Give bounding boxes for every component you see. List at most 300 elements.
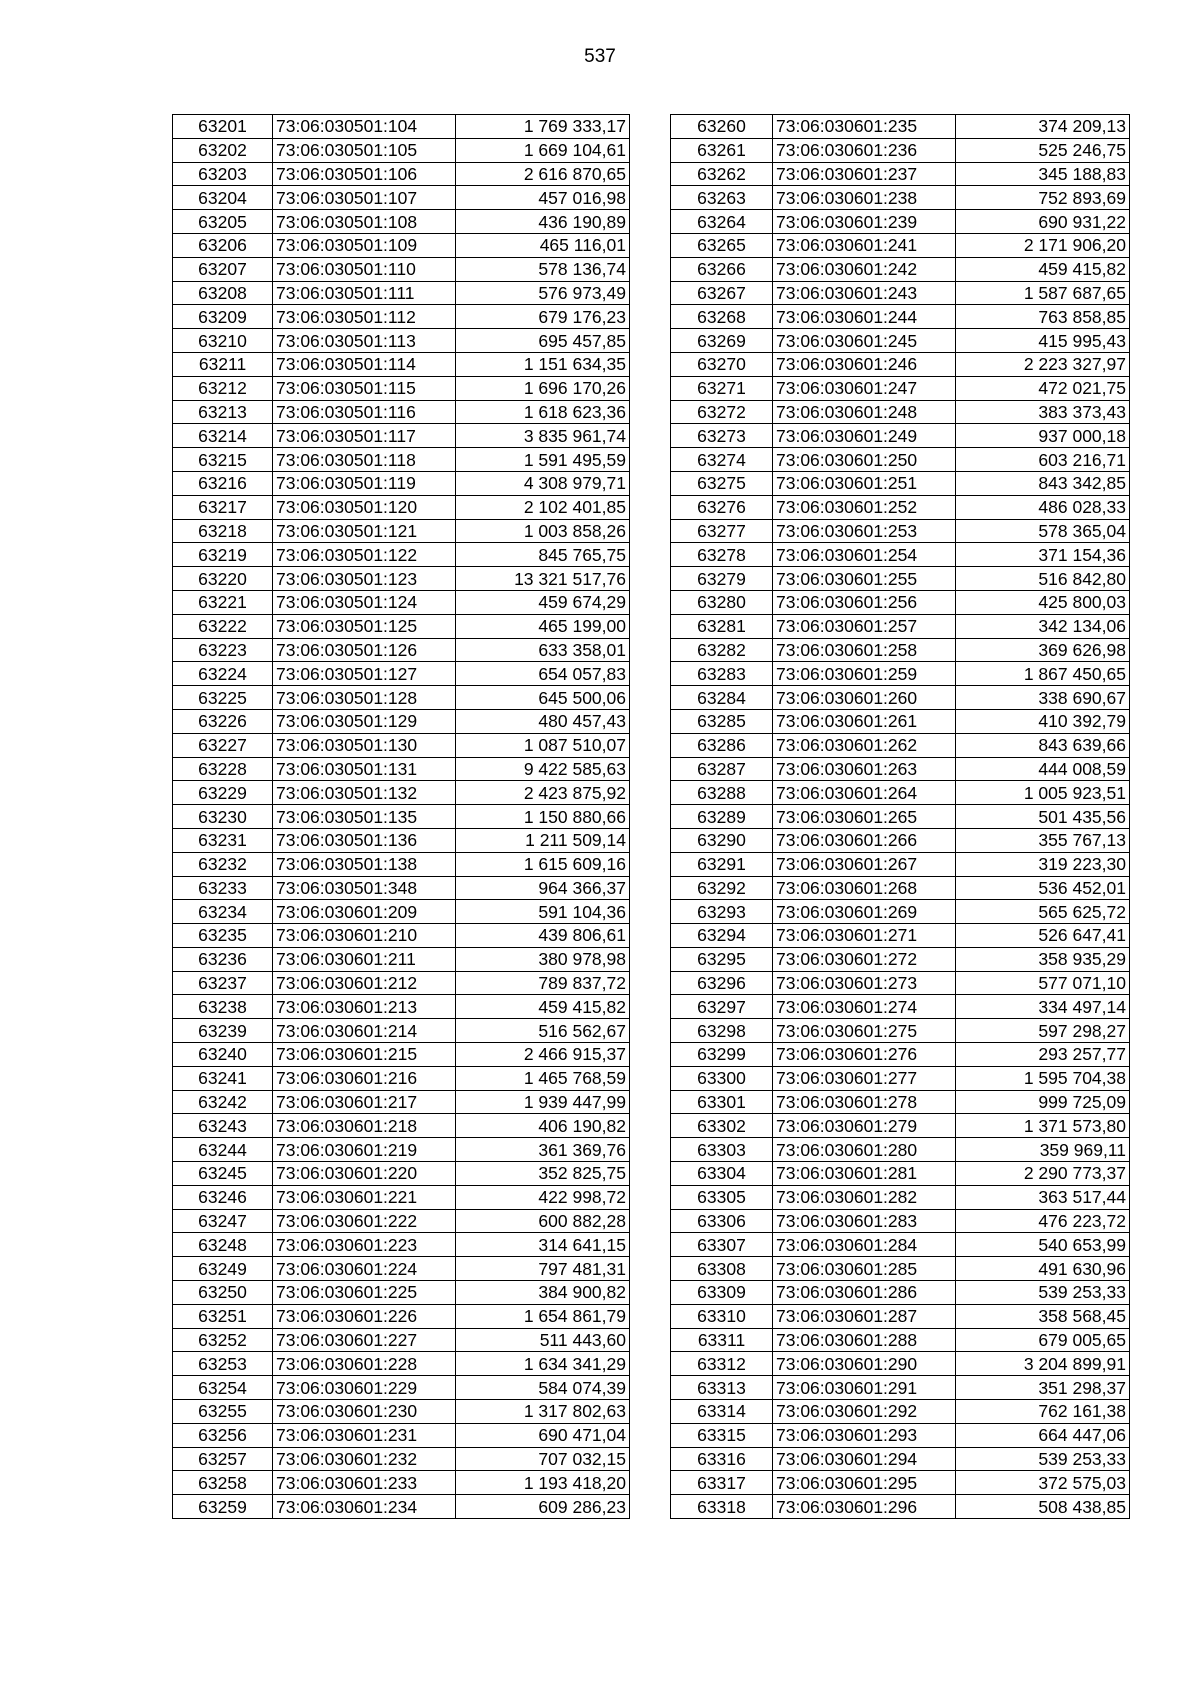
cadastral-number-cell: 73:06:030601:242 bbox=[773, 257, 956, 281]
cadastral-number-cell: 73:06:030601:233 bbox=[273, 1471, 456, 1495]
table-row bbox=[173, 138, 630, 162]
row-number-cell: 63231 bbox=[173, 828, 273, 852]
table-row bbox=[671, 519, 1130, 543]
table-row bbox=[173, 1328, 630, 1352]
cadastral-value-cell: 937 000,18 bbox=[956, 424, 1130, 448]
row-number-cell: 63254 bbox=[173, 1376, 273, 1400]
row-number-cell: 63201 bbox=[173, 115, 273, 139]
table-row bbox=[173, 852, 630, 876]
table-row bbox=[173, 448, 630, 472]
cadastral-value-cell: 406 190,82 bbox=[456, 1114, 630, 1138]
table-row bbox=[173, 876, 630, 900]
table-row bbox=[173, 1090, 630, 1114]
table-row bbox=[671, 1423, 1130, 1447]
cadastral-number-cell: 73:06:030501:116 bbox=[273, 400, 456, 424]
table-row bbox=[671, 1043, 1130, 1067]
cadastral-number-cell: 73:06:030601:236 bbox=[773, 138, 956, 162]
cadastral-number-cell: 73:06:030601:269 bbox=[773, 900, 956, 924]
row-number-cell: 63262 bbox=[671, 162, 773, 186]
row-number-cell: 63300 bbox=[671, 1066, 773, 1090]
table-row bbox=[173, 519, 630, 543]
row-number-cell: 63242 bbox=[173, 1090, 273, 1114]
right-table bbox=[670, 114, 1130, 1519]
cadastral-number-cell: 73:06:030601:229 bbox=[273, 1376, 456, 1400]
table-row bbox=[173, 614, 630, 638]
cadastral-value-cell: 486 028,33 bbox=[956, 495, 1130, 519]
table-row bbox=[173, 115, 630, 139]
cadastral-number-cell: 73:06:030601:213 bbox=[273, 995, 456, 1019]
cadastral-number-cell: 73:06:030601:218 bbox=[273, 1114, 456, 1138]
row-number-cell: 63299 bbox=[671, 1043, 773, 1067]
cadastral-value-cell: 633 358,01 bbox=[456, 638, 630, 662]
table-row bbox=[173, 1376, 630, 1400]
cadastral-value-cell: 342 134,06 bbox=[956, 614, 1130, 638]
row-number-cell: 63229 bbox=[173, 781, 273, 805]
cadastral-number-cell: 73:06:030601:226 bbox=[273, 1304, 456, 1328]
cadastral-number-cell: 73:06:030601:228 bbox=[273, 1352, 456, 1376]
cadastral-value-cell: 491 630,96 bbox=[956, 1257, 1130, 1281]
cadastral-number-cell: 73:06:030501:117 bbox=[273, 424, 456, 448]
cadastral-value-cell: 425 800,03 bbox=[956, 590, 1130, 614]
table-row bbox=[671, 638, 1130, 662]
row-number-cell: 63272 bbox=[671, 400, 773, 424]
cadastral-number-cell: 73:06:030501:110 bbox=[273, 257, 456, 281]
cadastral-value-cell: 845 765,75 bbox=[456, 543, 630, 567]
table-row bbox=[173, 329, 630, 353]
cadastral-number-cell: 73:06:030501:119 bbox=[273, 471, 456, 495]
row-number-cell: 63221 bbox=[173, 590, 273, 614]
cadastral-value-cell: 654 057,83 bbox=[456, 662, 630, 686]
table-row bbox=[671, 1471, 1130, 1495]
cadastral-value-cell: 1 465 768,59 bbox=[456, 1066, 630, 1090]
row-number-cell: 63315 bbox=[671, 1423, 773, 1447]
row-number-cell: 63232 bbox=[173, 852, 273, 876]
cadastral-number-cell: 73:06:030601:256 bbox=[773, 590, 956, 614]
table-row bbox=[173, 1185, 630, 1209]
table-row bbox=[173, 686, 630, 710]
row-number-cell: 63208 bbox=[173, 281, 273, 305]
cadastral-number-cell: 73:06:030601:247 bbox=[773, 376, 956, 400]
cadastral-value-cell: 3 204 899,91 bbox=[956, 1352, 1130, 1376]
table-row bbox=[671, 329, 1130, 353]
table-row bbox=[671, 1304, 1130, 1328]
cadastral-number-cell: 73:06:030601:220 bbox=[273, 1162, 456, 1186]
table-row bbox=[671, 947, 1130, 971]
cadastral-value-cell: 1 939 447,99 bbox=[456, 1090, 630, 1114]
row-number-cell: 63292 bbox=[671, 876, 773, 900]
cadastral-value-cell: 422 998,72 bbox=[456, 1185, 630, 1209]
row-number-cell: 63288 bbox=[671, 781, 773, 805]
table-row bbox=[671, 1447, 1130, 1471]
table-row bbox=[671, 305, 1130, 329]
table-row bbox=[671, 1185, 1130, 1209]
table-row bbox=[173, 1066, 630, 1090]
table-row bbox=[173, 1423, 630, 1447]
row-number-cell: 63275 bbox=[671, 471, 773, 495]
cadastral-number-cell: 73:06:030601:223 bbox=[273, 1233, 456, 1257]
cadastral-number-cell: 73:06:030601:237 bbox=[773, 162, 956, 186]
cadastral-value-cell: 355 767,13 bbox=[956, 828, 1130, 852]
table-row bbox=[671, 1138, 1130, 1162]
row-number-cell: 63296 bbox=[671, 971, 773, 995]
row-number-cell: 63259 bbox=[173, 1495, 273, 1519]
cadastral-value-cell: 465 199,00 bbox=[456, 614, 630, 638]
cadastral-value-cell: 444 008,59 bbox=[956, 757, 1130, 781]
cadastral-number-cell: 73:06:030601:212 bbox=[273, 971, 456, 995]
cadastral-number-cell: 73:06:030601:271 bbox=[773, 924, 956, 948]
row-number-cell: 63263 bbox=[671, 186, 773, 210]
cadastral-number-cell: 73:06:030601:210 bbox=[273, 924, 456, 948]
cadastral-number-cell: 73:06:030601:259 bbox=[773, 662, 956, 686]
cadastral-number-cell: 73:06:030601:230 bbox=[273, 1400, 456, 1424]
row-number-cell: 63293 bbox=[671, 900, 773, 924]
cadastral-number-cell: 73:06:030601:279 bbox=[773, 1114, 956, 1138]
table-row bbox=[173, 828, 630, 852]
row-number-cell: 63252 bbox=[173, 1328, 273, 1352]
cadastral-number-cell: 73:06:030601:225 bbox=[273, 1281, 456, 1305]
row-number-cell: 63217 bbox=[173, 495, 273, 519]
cadastral-number-cell: 73:06:030601:244 bbox=[773, 305, 956, 329]
cadastral-value-cell: 1 005 923,51 bbox=[956, 781, 1130, 805]
cadastral-number-cell: 73:06:030601:263 bbox=[773, 757, 956, 781]
table-row bbox=[671, 805, 1130, 829]
row-number-cell: 63294 bbox=[671, 924, 773, 948]
row-number-cell: 63219 bbox=[173, 543, 273, 567]
cadastral-number-cell: 73:06:030601:285 bbox=[773, 1257, 956, 1281]
cadastral-value-cell: 707 032,15 bbox=[456, 1447, 630, 1471]
cadastral-value-cell: 539 253,33 bbox=[956, 1281, 1130, 1305]
row-number-cell: 63267 bbox=[671, 281, 773, 305]
table-row bbox=[173, 233, 630, 257]
row-number-cell: 63218 bbox=[173, 519, 273, 543]
cadastral-number-cell: 73:06:030501:120 bbox=[273, 495, 456, 519]
table-row bbox=[671, 471, 1130, 495]
cadastral-number-cell: 73:06:030501:113 bbox=[273, 329, 456, 353]
cadastral-number-cell: 73:06:030601:275 bbox=[773, 1019, 956, 1043]
row-number-cell: 63212 bbox=[173, 376, 273, 400]
cadastral-number-cell: 73:06:030601:255 bbox=[773, 567, 956, 591]
cadastral-value-cell: 1 151 634,35 bbox=[456, 352, 630, 376]
cadastral-value-cell: 1 615 609,16 bbox=[456, 852, 630, 876]
cadastral-value-cell: 293 257,77 bbox=[956, 1043, 1130, 1067]
cadastral-value-cell: 843 639,66 bbox=[956, 733, 1130, 757]
cadastral-value-cell: 645 500,06 bbox=[456, 686, 630, 710]
cadastral-value-cell: 679 005,65 bbox=[956, 1328, 1130, 1352]
table-row bbox=[671, 709, 1130, 733]
cadastral-value-cell: 1 591 495,59 bbox=[456, 448, 630, 472]
cadastral-value-cell: 459 415,82 bbox=[456, 995, 630, 1019]
cadastral-value-cell: 472 021,75 bbox=[956, 376, 1130, 400]
cadastral-number-cell: 73:06:030601:231 bbox=[273, 1423, 456, 1447]
cadastral-number-cell: 73:06:030601:268 bbox=[773, 876, 956, 900]
cadastral-number-cell: 73:06:030501:106 bbox=[273, 162, 456, 186]
row-number-cell: 63285 bbox=[671, 709, 773, 733]
table-row bbox=[671, 733, 1130, 757]
cadastral-value-cell: 501 435,56 bbox=[956, 805, 1130, 829]
table-row bbox=[173, 400, 630, 424]
cadastral-value-cell: 13 321 517,76 bbox=[456, 567, 630, 591]
table-row bbox=[173, 781, 630, 805]
table-row bbox=[671, 852, 1130, 876]
cadastral-value-cell: 358 935,29 bbox=[956, 947, 1130, 971]
cadastral-value-cell: 1 654 861,79 bbox=[456, 1304, 630, 1328]
row-number-cell: 63308 bbox=[671, 1257, 773, 1281]
row-number-cell: 63211 bbox=[173, 352, 273, 376]
row-number-cell: 63244 bbox=[173, 1138, 273, 1162]
cadastral-value-cell: 1 769 333,17 bbox=[456, 115, 630, 139]
cadastral-number-cell: 73:06:030601:280 bbox=[773, 1138, 956, 1162]
table-row bbox=[671, 115, 1130, 139]
cadastral-value-cell: 577 071,10 bbox=[956, 971, 1130, 995]
cadastral-value-cell: 1 867 450,65 bbox=[956, 662, 1130, 686]
cadastral-number-cell: 73:06:030601:243 bbox=[773, 281, 956, 305]
cadastral-value-cell: 536 452,01 bbox=[956, 876, 1130, 900]
cadastral-number-cell: 73:06:030501:118 bbox=[273, 448, 456, 472]
table-row bbox=[671, 257, 1130, 281]
cadastral-number-cell: 73:06:030501:108 bbox=[273, 210, 456, 234]
row-number-cell: 63290 bbox=[671, 828, 773, 852]
cadastral-number-cell: 73:06:030601:291 bbox=[773, 1376, 956, 1400]
row-number-cell: 63258 bbox=[173, 1471, 273, 1495]
cadastral-value-cell: 690 931,22 bbox=[956, 210, 1130, 234]
row-number-cell: 63249 bbox=[173, 1257, 273, 1281]
cadastral-value-cell: 345 188,83 bbox=[956, 162, 1130, 186]
cadastral-number-cell: 73:06:030601:276 bbox=[773, 1043, 956, 1067]
table-row bbox=[173, 805, 630, 829]
row-number-cell: 63215 bbox=[173, 448, 273, 472]
row-number-cell: 63313 bbox=[671, 1376, 773, 1400]
cadastral-number-cell: 73:06:030601:293 bbox=[773, 1423, 956, 1447]
cadastral-value-cell: 762 161,38 bbox=[956, 1400, 1130, 1424]
row-number-cell: 63239 bbox=[173, 1019, 273, 1043]
table-row bbox=[173, 662, 630, 686]
row-number-cell: 63310 bbox=[671, 1304, 773, 1328]
table-row bbox=[671, 448, 1130, 472]
cadastral-number-cell: 73:06:030501:135 bbox=[273, 805, 456, 829]
cadastral-number-cell: 73:06:030601:287 bbox=[773, 1304, 956, 1328]
table-row bbox=[671, 495, 1130, 519]
cadastral-value-cell: 480 457,43 bbox=[456, 709, 630, 733]
cadastral-number-cell: 73:06:030601:234 bbox=[273, 1495, 456, 1519]
row-number-cell: 63318 bbox=[671, 1495, 773, 1519]
row-number-cell: 63204 bbox=[173, 186, 273, 210]
cadastral-number-cell: 73:06:030601:211 bbox=[273, 947, 456, 971]
cadastral-value-cell: 591 104,36 bbox=[456, 900, 630, 924]
cadastral-number-cell: 73:06:030601:232 bbox=[273, 1447, 456, 1471]
cadastral-number-cell: 73:06:030601:286 bbox=[773, 1281, 956, 1305]
cadastral-value-cell: 525 246,75 bbox=[956, 138, 1130, 162]
cadastral-number-cell: 73:06:030601:284 bbox=[773, 1233, 956, 1257]
cadastral-number-cell: 73:06:030601:245 bbox=[773, 329, 956, 353]
cadastral-number-cell: 73:06:030501:105 bbox=[273, 138, 456, 162]
row-number-cell: 63246 bbox=[173, 1185, 273, 1209]
table-row bbox=[671, 376, 1130, 400]
cadastral-value-cell: 410 392,79 bbox=[956, 709, 1130, 733]
row-number-cell: 63301 bbox=[671, 1090, 773, 1114]
row-number-cell: 63312 bbox=[671, 1352, 773, 1376]
cadastral-value-cell: 584 074,39 bbox=[456, 1376, 630, 1400]
row-number-cell: 63280 bbox=[671, 590, 773, 614]
cadastral-number-cell: 73:06:030601:253 bbox=[773, 519, 956, 543]
table-row bbox=[173, 1233, 630, 1257]
cadastral-number-cell: 73:06:030501:131 bbox=[273, 757, 456, 781]
row-number-cell: 63224 bbox=[173, 662, 273, 686]
table-row bbox=[173, 1400, 630, 1424]
cadastral-value-cell: 578 365,04 bbox=[956, 519, 1130, 543]
cadastral-value-cell: 371 154,36 bbox=[956, 543, 1130, 567]
cadastral-value-cell: 1 211 509,14 bbox=[456, 828, 630, 852]
row-number-cell: 63255 bbox=[173, 1400, 273, 1424]
table-row bbox=[671, 1114, 1130, 1138]
cadastral-number-cell: 73:06:030601:267 bbox=[773, 852, 956, 876]
cadastral-value-cell: 314 641,15 bbox=[456, 1233, 630, 1257]
table-row bbox=[671, 686, 1130, 710]
row-number-cell: 63203 bbox=[173, 162, 273, 186]
row-number-cell: 63251 bbox=[173, 1304, 273, 1328]
table-row bbox=[671, 1352, 1130, 1376]
cadastral-value-cell: 539 253,33 bbox=[956, 1447, 1130, 1471]
row-number-cell: 63279 bbox=[671, 567, 773, 591]
row-number-cell: 63241 bbox=[173, 1066, 273, 1090]
cadastral-value-cell: 4 308 979,71 bbox=[456, 471, 630, 495]
cadastral-number-cell: 73:06:030501:124 bbox=[273, 590, 456, 614]
cadastral-number-cell: 73:06:030601:241 bbox=[773, 233, 956, 257]
row-number-cell: 63302 bbox=[671, 1114, 773, 1138]
row-number-cell: 63247 bbox=[173, 1209, 273, 1233]
row-number-cell: 63316 bbox=[671, 1447, 773, 1471]
table-row bbox=[671, 138, 1130, 162]
cadastral-number-cell: 73:06:030601:296 bbox=[773, 1495, 956, 1519]
right-table-body bbox=[671, 115, 1130, 1519]
cadastral-value-cell: 690 471,04 bbox=[456, 1423, 630, 1447]
table-row bbox=[173, 709, 630, 733]
cadastral-value-cell: 334 497,14 bbox=[956, 995, 1130, 1019]
table-row bbox=[173, 900, 630, 924]
table-row bbox=[671, 924, 1130, 948]
row-number-cell: 63233 bbox=[173, 876, 273, 900]
table-row bbox=[671, 1400, 1130, 1424]
row-number-cell: 63223 bbox=[173, 638, 273, 662]
table-row bbox=[173, 1257, 630, 1281]
row-number-cell: 63286 bbox=[671, 733, 773, 757]
table-row bbox=[173, 424, 630, 448]
cadastral-number-cell: 73:06:030601:239 bbox=[773, 210, 956, 234]
cadastral-value-cell: 457 016,98 bbox=[456, 186, 630, 210]
cadastral-number-cell: 73:06:030501:129 bbox=[273, 709, 456, 733]
cadastral-number-cell: 73:06:030501:109 bbox=[273, 233, 456, 257]
row-number-cell: 63220 bbox=[173, 567, 273, 591]
table-row bbox=[671, 662, 1130, 686]
row-number-cell: 63222 bbox=[173, 614, 273, 638]
cadastral-number-cell: 73:06:030601:222 bbox=[273, 1209, 456, 1233]
cadastral-number-cell: 73:06:030601:249 bbox=[773, 424, 956, 448]
row-number-cell: 63256 bbox=[173, 1423, 273, 1447]
table-row bbox=[173, 1495, 630, 1519]
cadastral-value-cell: 9 422 585,63 bbox=[456, 757, 630, 781]
cadastral-number-cell: 73:06:030601:266 bbox=[773, 828, 956, 852]
cadastral-value-cell: 511 443,60 bbox=[456, 1328, 630, 1352]
cadastral-value-cell: 363 517,44 bbox=[956, 1185, 1130, 1209]
cadastral-number-cell: 73:06:030601:238 bbox=[773, 186, 956, 210]
table-row bbox=[173, 1281, 630, 1305]
left-table-body bbox=[173, 115, 630, 1519]
table-row bbox=[671, 1495, 1130, 1519]
table-row bbox=[671, 1019, 1130, 1043]
cadastral-value-cell: 1 595 704,38 bbox=[956, 1066, 1130, 1090]
row-number-cell: 63206 bbox=[173, 233, 273, 257]
row-number-cell: 63240 bbox=[173, 1043, 273, 1067]
cadastral-value-cell: 576 973,49 bbox=[456, 281, 630, 305]
cadastral-value-cell: 459 674,29 bbox=[456, 590, 630, 614]
table-row bbox=[671, 352, 1130, 376]
cadastral-number-cell: 73:06:030601:295 bbox=[773, 1471, 956, 1495]
cadastral-number-cell: 73:06:030501:114 bbox=[273, 352, 456, 376]
cadastral-number-cell: 73:06:030601:281 bbox=[773, 1162, 956, 1186]
cadastral-number-cell: 73:06:030601:283 bbox=[773, 1209, 956, 1233]
row-number-cell: 63307 bbox=[671, 1233, 773, 1257]
cadastral-value-cell: 695 457,85 bbox=[456, 329, 630, 353]
cadastral-value-cell: 526 647,41 bbox=[956, 924, 1130, 948]
cadastral-number-cell: 73:06:030501:132 bbox=[273, 781, 456, 805]
cadastral-value-cell: 1 669 104,61 bbox=[456, 138, 630, 162]
row-number-cell: 63282 bbox=[671, 638, 773, 662]
cadastral-value-cell: 516 562,67 bbox=[456, 1019, 630, 1043]
table-row bbox=[671, 781, 1130, 805]
row-number-cell: 63202 bbox=[173, 138, 273, 162]
row-number-cell: 63253 bbox=[173, 1352, 273, 1376]
row-number-cell: 63225 bbox=[173, 686, 273, 710]
cadastral-value-cell: 1 003 858,26 bbox=[456, 519, 630, 543]
table-row bbox=[173, 1138, 630, 1162]
row-number-cell: 63295 bbox=[671, 947, 773, 971]
table-row bbox=[671, 876, 1130, 900]
table-row bbox=[173, 1304, 630, 1328]
cadastral-value-cell: 2 223 327,97 bbox=[956, 352, 1130, 376]
table-row bbox=[173, 186, 630, 210]
cadastral-number-cell: 73:06:030501:104 bbox=[273, 115, 456, 139]
cadastral-value-cell: 789 837,72 bbox=[456, 971, 630, 995]
table-row bbox=[173, 1162, 630, 1186]
cadastral-number-cell: 73:06:030501:127 bbox=[273, 662, 456, 686]
cadastral-value-cell: 459 415,82 bbox=[956, 257, 1130, 281]
cadastral-number-cell: 73:06:030601:273 bbox=[773, 971, 956, 995]
cadastral-number-cell: 73:06:030601:221 bbox=[273, 1185, 456, 1209]
cadastral-number-cell: 73:06:030501:130 bbox=[273, 733, 456, 757]
table-row bbox=[173, 638, 630, 662]
cadastral-number-cell: 73:06:030601:252 bbox=[773, 495, 956, 519]
table-row bbox=[671, 210, 1130, 234]
row-number-cell: 63214 bbox=[173, 424, 273, 448]
cadastral-value-cell: 374 209,13 bbox=[956, 115, 1130, 139]
table-row bbox=[173, 733, 630, 757]
cadastral-number-cell: 73:06:030601:262 bbox=[773, 733, 956, 757]
table-row bbox=[173, 1447, 630, 1471]
row-number-cell: 63207 bbox=[173, 257, 273, 281]
table-row bbox=[173, 1209, 630, 1233]
table-row bbox=[671, 186, 1130, 210]
row-number-cell: 63210 bbox=[173, 329, 273, 353]
left-table bbox=[172, 114, 630, 1519]
cadastral-number-cell: 73:06:030601:250 bbox=[773, 448, 956, 472]
cadastral-value-cell: 597 298,27 bbox=[956, 1019, 1130, 1043]
table-row bbox=[671, 1281, 1130, 1305]
row-number-cell: 63264 bbox=[671, 210, 773, 234]
row-number-cell: 63236 bbox=[173, 947, 273, 971]
row-number-cell: 63250 bbox=[173, 1281, 273, 1305]
cadastral-number-cell: 73:06:030501:136 bbox=[273, 828, 456, 852]
table-row bbox=[173, 757, 630, 781]
table-row bbox=[173, 352, 630, 376]
